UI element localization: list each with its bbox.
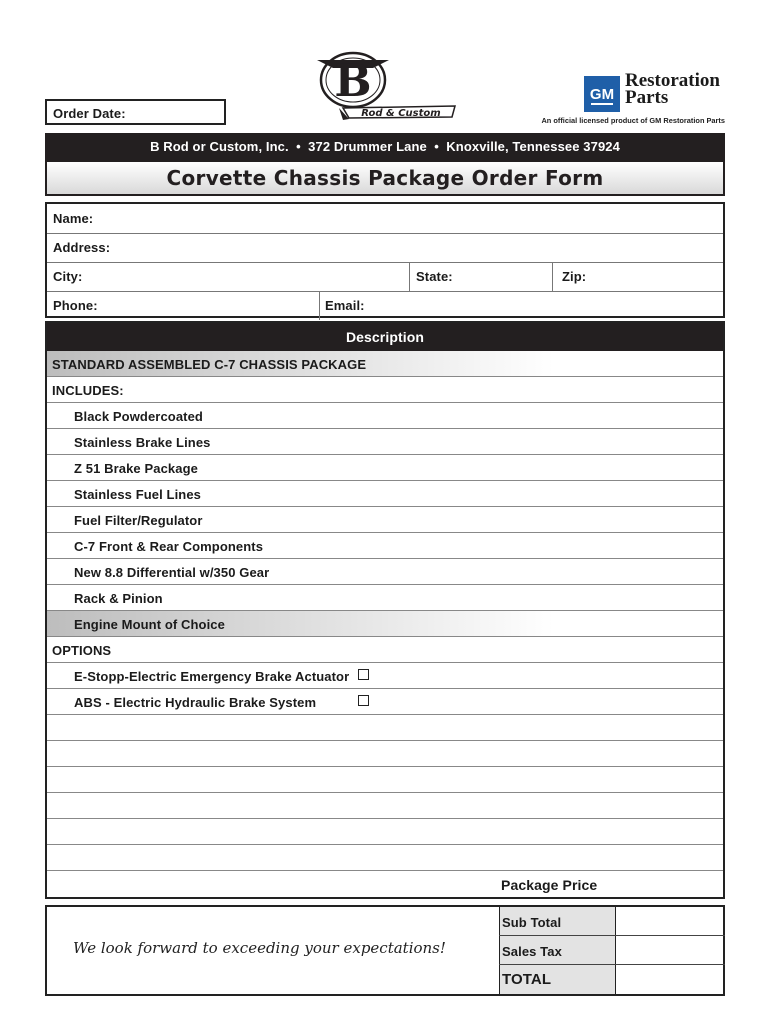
package-price-label: Package Price (501, 877, 598, 893)
email-label: Email: (325, 298, 365, 313)
list-item (47, 429, 723, 455)
description-table (45, 321, 725, 899)
totals-section (45, 905, 725, 996)
state-field[interactable] (410, 262, 552, 291)
list-item (47, 455, 723, 481)
blank-row[interactable] (47, 845, 723, 871)
gm-badge: GM (584, 76, 620, 112)
options-label-row (47, 637, 723, 663)
order-date-label: Order Date: (53, 106, 126, 121)
blank-row[interactable] (47, 819, 723, 845)
option-row (47, 689, 723, 715)
name-label: Name: (53, 211, 94, 226)
blank-row[interactable] (47, 767, 723, 793)
phone-email-row (47, 291, 723, 320)
subtotal-label: Sub Total (502, 915, 562, 930)
email-field[interactable] (320, 291, 723, 318)
customer-info-section (45, 202, 725, 318)
list-item (47, 403, 723, 429)
total-label: TOTAL (502, 971, 552, 988)
include-item: Engine Mount of Choice (74, 617, 225, 632)
option-row (47, 663, 723, 689)
form-title: Corvette Chassis Package Order Form (166, 166, 604, 190)
total-row[interactable] (499, 965, 725, 994)
includes-label-row (47, 377, 723, 403)
company-address-bar (45, 133, 725, 160)
form-title-bar (45, 160, 725, 196)
phone-field[interactable] (47, 291, 319, 318)
package-title: STANDARD ASSEMBLED C-7 CHASSIS PACKAGE (52, 357, 367, 372)
zip-field[interactable] (553, 262, 723, 291)
subtotal-row[interactable] (499, 907, 725, 936)
list-item (47, 481, 723, 507)
address-field[interactable] (47, 233, 723, 263)
licensed-note: An official licensed product of GM Restoration Parts (541, 116, 725, 125)
city-field[interactable] (47, 262, 409, 291)
phone-label: Phone: (53, 298, 98, 313)
include-item: Z 51 Brake Package (74, 461, 198, 476)
include-item: Rack & Pinion (74, 591, 163, 606)
abs-checkbox[interactable] (358, 695, 369, 706)
include-item: Stainless Fuel Lines (74, 487, 201, 502)
name-field[interactable] (47, 204, 723, 234)
gm-restoration-parts-wordmark (625, 72, 720, 106)
blank-row[interactable] (47, 741, 723, 767)
company-address: B Rod or Custom, Inc. • 372 Drummer Lane • Knoxville, Tennessee 37924 (150, 139, 620, 154)
include-item: C-7 Front & Rear Components (74, 539, 264, 554)
city-state-zip-row (47, 262, 723, 292)
include-item: Fuel Filter/Regulator (74, 513, 203, 528)
order-date-field[interactable] (45, 99, 226, 125)
blank-row[interactable] (47, 715, 723, 741)
description-header: Description (47, 323, 723, 351)
blank-row[interactable] (47, 793, 723, 819)
list-item (47, 585, 723, 611)
include-item: New 8.8 Differential w/350 Gear (74, 565, 270, 580)
sales-tax-label: Sales Tax (502, 944, 562, 959)
logo-letter: B (334, 56, 372, 107)
address-label: Address: (53, 240, 111, 255)
zip-label: Zip: (562, 269, 587, 284)
package-title-row (47, 351, 723, 377)
options-label: OPTIONS (52, 643, 112, 658)
list-item (47, 611, 723, 637)
option-label: ABS - Electric Hydraulic Brake System (74, 695, 317, 710)
includes-label: INCLUDES: (52, 383, 124, 398)
gm-text-line2: Parts (625, 87, 669, 108)
option-label: E-Stopp-Electric Emergency Brake Actuator (74, 669, 350, 684)
package-price-row[interactable] (47, 871, 723, 897)
list-item (47, 533, 723, 559)
sales-tax-row[interactable] (499, 936, 725, 965)
list-item (47, 507, 723, 533)
e-stopp-checkbox[interactable] (358, 669, 369, 680)
gm-text-line1: Restoration (625, 70, 720, 91)
include-item: Black Powdercoated (74, 409, 203, 424)
logo-tagline: Rod & Custom (361, 108, 441, 119)
state-label: State: (416, 269, 453, 284)
include-item: Stainless Brake Lines (74, 435, 211, 450)
tagline: We look forward to exceeding your expectations! (73, 939, 446, 957)
b-rod-custom-logo (313, 50, 463, 130)
city-label: City: (53, 269, 83, 284)
list-item (47, 559, 723, 585)
